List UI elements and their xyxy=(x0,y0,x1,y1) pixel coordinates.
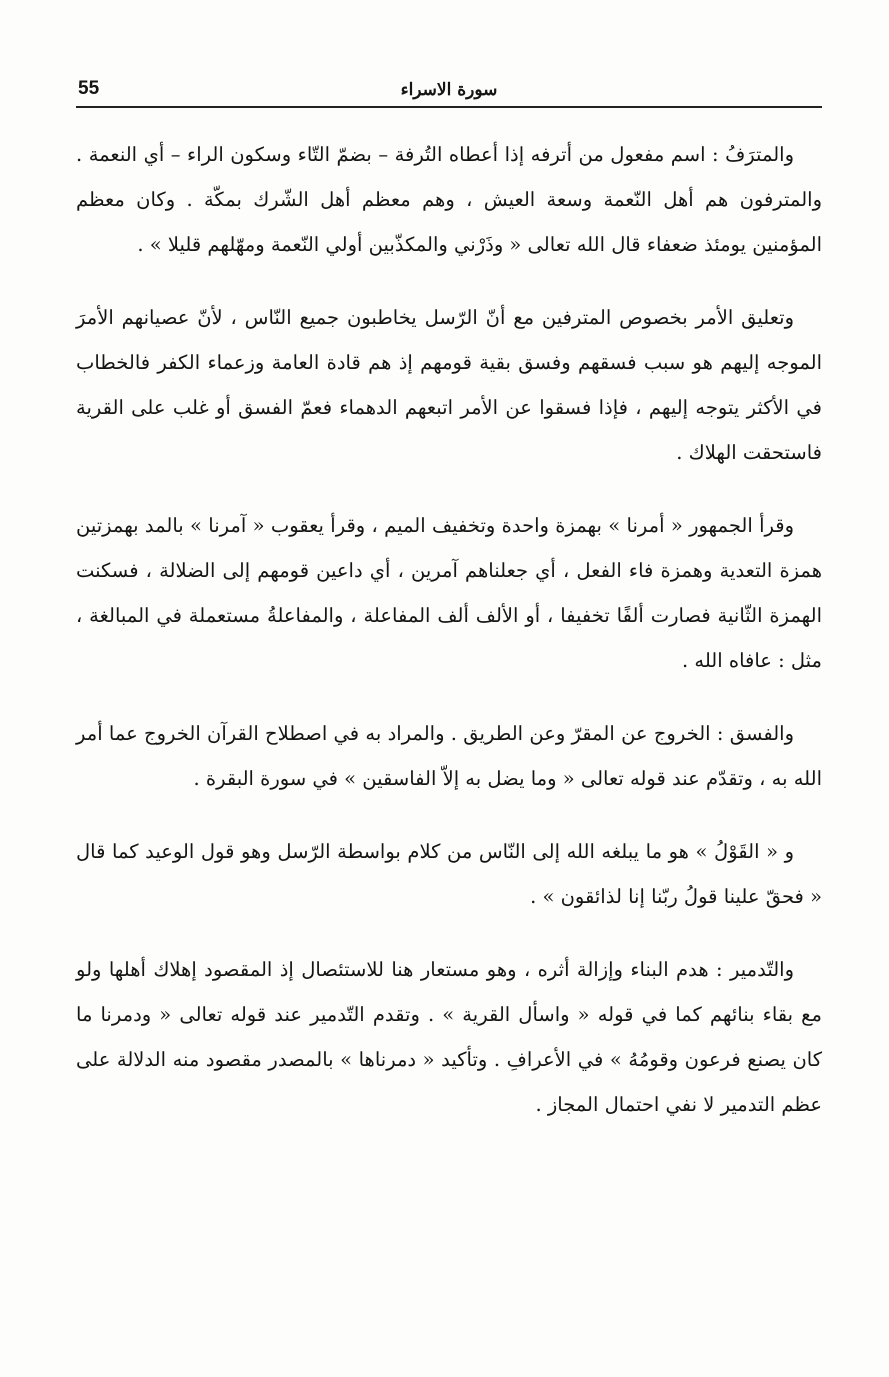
surah-title: سورة الاسراء xyxy=(400,80,498,100)
page-number: 55 xyxy=(78,78,100,99)
page-body xyxy=(76,132,822,1155)
page-header xyxy=(76,78,822,106)
paragraph-tadmir-definition: والتّدمير : هدم البناء وإزالة أثره ، وهو مستعار هنا للاستئصال إذ المقصود إهلاك أهلها ولو مع بقاء بنائهم كما في قوله « واسأل القرية » . وتقدم التّدمير عند قوله تعالى « ودمرنا ما كان يصنع فرعون وقومُهُ » في الأعرافِ . وتأكيد « دمرناها » بالمصدر مقصود منه الدلالة على عظم التدمير لا نفي احتمال المجاز . xyxy=(76,958,822,1116)
paragraph-qiraat-amarna: وقرأ الجمهور « أمرنا » بهمزة واحدة وتخفيف الميم ، وقرأ يعقوب « آمرنا » بالمد بهمزتين همزة التعدية وهمزة فاء الفعل ، أي جعلناهم آمرين ، أي داعين قومهم إلى الضلالة ، فسكنت الهمزة الثّانية فصارت ألفًا تخفيفا ، أو الألف ألف المفاعلة ، والمفاعلةُ مستعملة في المبالغة ، مثل : عافاه الله . xyxy=(76,514,822,672)
paragraph-mutraf-definition: والمترَفُ : اسم مفعول من أترفه إذا أعطاه التُرفة – بضمّ التّاء وسكون الراء – أي النعمة . والمترفون هم أهل النّعمة وسعة العيش ، وهم معظم أهل الشّرك بمكّة . وكان معظم المؤمنين يومئذ ضعفاء قال الله تعالى « وذَرْني والمكذّبين أولي النّعمة ومهّلهم قليلا » . xyxy=(76,143,822,256)
paragraph-qawl-definition: و « القَوْلُ » هو ما يبلغه الله إلى النّاس من كلام بواسطة الرّسل وهو قول الوعيد كما قال « فحقّ علينا قولُ ربّنا إنا لذائقون » . xyxy=(76,840,822,908)
header-divider xyxy=(76,106,822,108)
paragraph-command-to-affluent: وتعليق الأمر بخصوص المترفين مع أنّ الرّسل يخاطبون جميع النّاس ، لأنّ عصيانهم الأمرَ الموجه إليهم هو سبب فسقهم وفسق بقية قومهم إذ هم قادة العامة وزعماء الكفر فالخطاب في الأكثر يتوجه إليهم ، فإذا فسقوا عن الأمر اتبعهم الدهماء فعمّ الفسق أو غلب على القرية فاستحقت الهلاك . xyxy=(76,306,822,464)
paragraph-fisq-definition: والفسق : الخروج عن المقرّ وعن الطريق . والمراد به في اصطلاح القرآن الخروج عما أمر الله به ، وتقدّم عند قوله تعالى « وما يضل به إلاّ الفاسقين » في سورة البقرة . xyxy=(76,722,822,790)
